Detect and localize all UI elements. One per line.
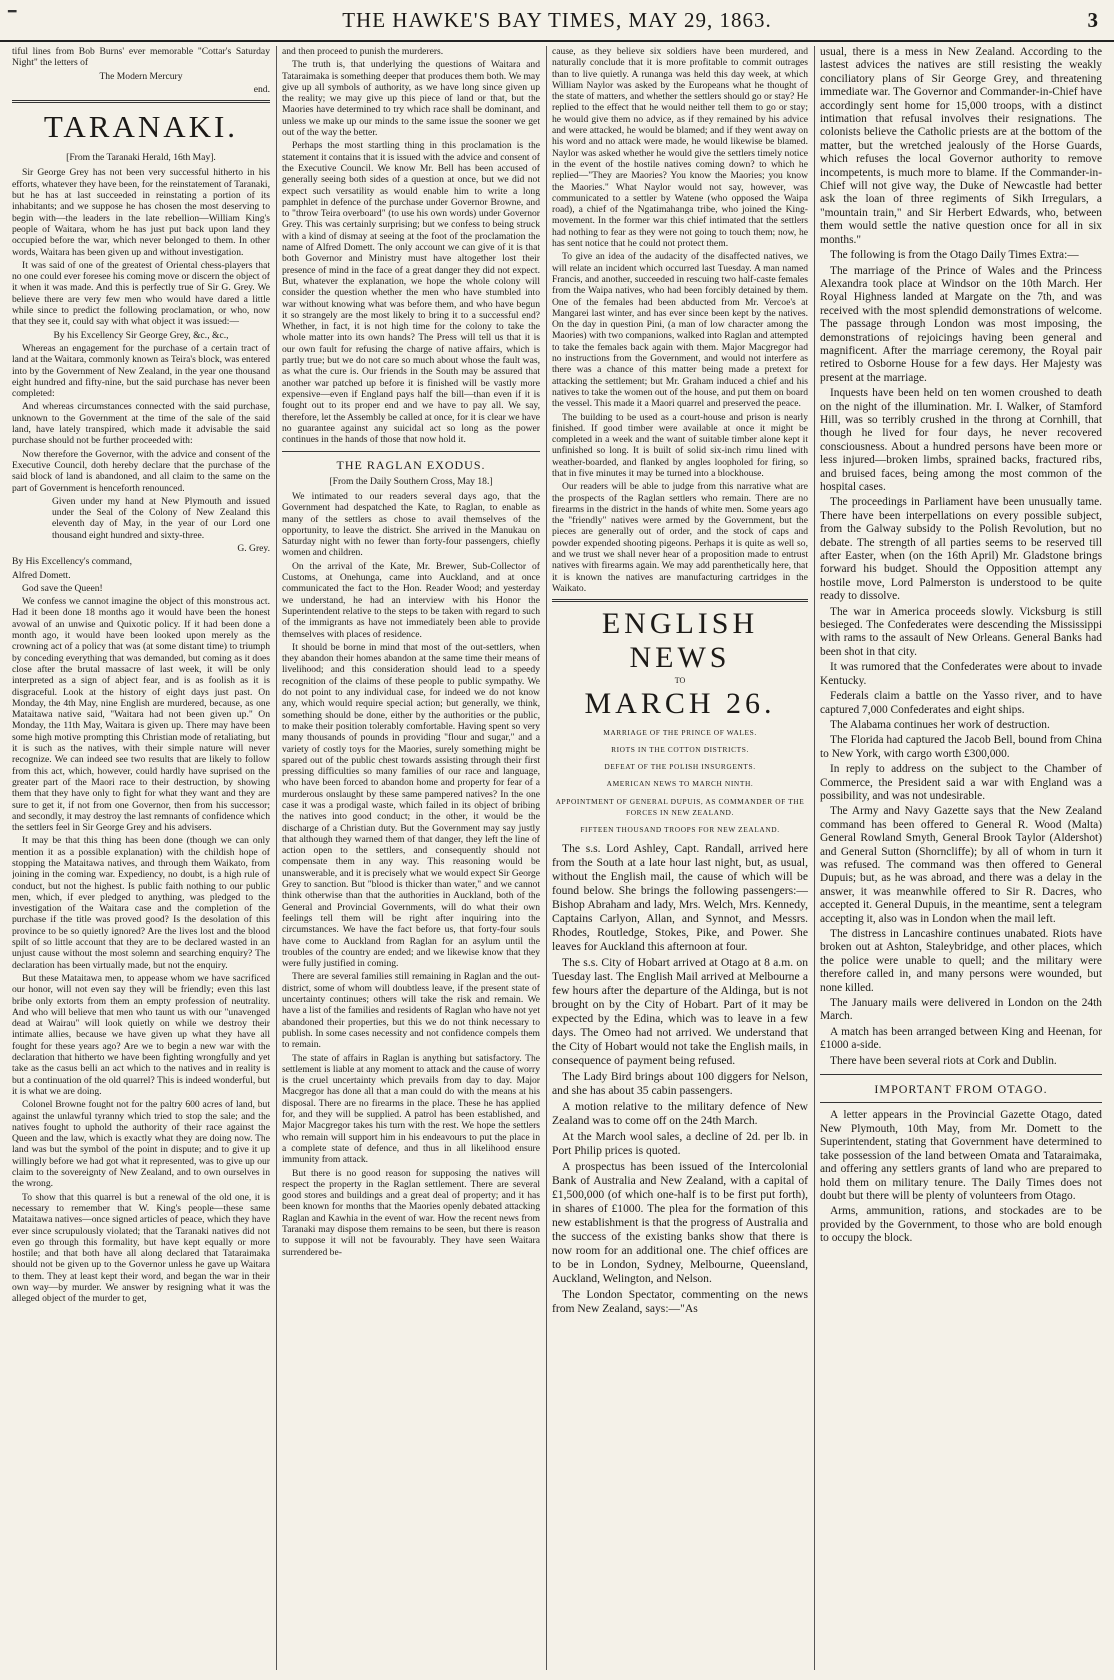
paragraph: There have been several riots at Cork and Dublin. <box>830 1054 1057 1067</box>
proclamation-heading: By his Excellency Sir George Grey, &c., &c., <box>53 329 229 341</box>
paragraph: At the March wool sales, a decline of 2d. per lb. in Port Philip prices is quoted. <box>552 1129 808 1157</box>
section-heading-taranaki: TARANAKI. <box>43 109 239 145</box>
lead-paragraph: The s.s. Lord Ashley, Capt. Randall, arrived here from the South at a late hour last night, but, as usual, without the English mail, the cause of which will be found below. She brings the following passengers:—Bishop Abraham and lady, Mrs. Welch, Mrs. Kennedy, Captains Carlyon, Allan, and Synnot, and Messrs. Rhodes, Routledge, Stokes, Pike, and Power. She leaves for Auckland this afternoon at four. <box>552 841 808 953</box>
paragraph-end: end. <box>253 83 270 95</box>
paragraph: And whereas circumstances connected with the said purchase, unknown to the Government at the time of the sale of the said land, have lately transpired, which made it advisable the said purchase should not be further proceeded with: <box>12 401 270 447</box>
paragraph: But there is no good reason for supposing the natives will respect the property in the Raglan settlement. There are several good stores and buildings and a great deal of property; and it has been known for months that the Maories openly debated attacking Raglan and Kawhia in the event of war. How the recent news from Taranaki may dispose them remains to be seen, but there is reason to suppose it will not be favourably. They have seen Waitara surrendered be- <box>282 1167 540 1258</box>
article-source: [From the Taranaki Herald, 16th May]. <box>66 152 216 164</box>
paragraph: But these Mataitawa men, to appease whom we have sacrificed our honor, will not even say they will be friendly; even this last bribe only extorts from them an empty profession of neutrality. And who will believe that men who taunt us with our "unavenged dead at Wairau" will look quietly on while we destroy their intimate allies, because we have given up what they have all fought for these years ago? Are we to begin a new war with the declaration that hitherto we have been fighting wrongfully and yet take as the casus belli an act which to the natives and in reality is but a continuation of the old quarrel? This is indeed wonderful, but it is what we are doing. <box>12 972 270 1097</box>
paragraph: It may be that this thing has been done (though we can only mention it as a possible explanation) with the childish hope of stopping the Mataitawa natives, and through them Waikato, from joining in the coming war. Expediency, no doubt, is a high rule of conduct, but not the highest. Is public faith nothing to our public men, which, if ever pledged to anything, was pledged to the investigation of the Waitara case and the completion of the purchase if the title was proved good? Is the desolation of this province to be so quietly ignored? Are the lives lost and the blood spilt of so little account that they are to be declared wasted in an unjust cause without the most solemn and searching enquiry? The declaration has been virtually made, but not the enquiry. <box>12 835 270 971</box>
subheading: AMERICAN NEWS TO MARCH NINTH. <box>606 779 754 789</box>
column-rule <box>276 46 277 1670</box>
section-divider <box>820 1074 1102 1075</box>
paragraph: Now therefore the Governor, with the advice and consent of the Executive Council, doth hereby declare that the purchase of the said block of land is abandoned, and all claim to the same on the part of Government is henceforth renounced. <box>12 448 270 494</box>
paragraph: The Lady Bird brings about 100 diggers for Nelson, and she has about 35 cabin passengers. <box>552 1069 808 1097</box>
paragraph: The Alabama continues her work of destruction. <box>830 718 1050 731</box>
paragraph: The January mails were delivered in London on the 24th March. <box>820 997 1102 1023</box>
paragraph: and then proceed to punish the murderers. <box>282 46 444 57</box>
paragraph: Perhaps the most startling thing in this proclamation is the statement it contains that it is issued with the advice and consent of the Executive Council. We know Mr. Bell has been accused of generally seeing both sides of a question at once, but we did not expect such versatility as would enable him to write a long pamphlet in defence of the purchase under Governor Browne, and to "throw Teira overboard" (to use his own words) under Governor Grey. This was certainly surprising; but we confess to being struck with a kind of dismay at seeing at the foot of the proclamation the name of Alfred Domett. The only account we can give of it is that both Governor and Ministry must have altogether lost their presence of mind in the face of a great danger they did not expect. But, whatever the explanation, we hope the whole colony will consider the question whether the men who have stumbled into war without knowing what was before them, and who have begun it so strangely are the most likely to bring it to a successful end? Whether, in fact, it is not high time for the colony to take the whole matter into its own hands? The Press will tell us that it is our own fault for refusing the charge of native affairs, which is partly true; but we do not care so much about whose the fault was, as what the cure is. Our friends in the South may be assured that another war patched up before it is finished will be vastly more expensive—even if England pays half the bill—than even if it is fought out to its proper end and we have to pay all. We say, therefore, let the Assembly be called at once, for it is clear we have no guarantee against any suicidal act so long as the power continues in the hands of those that now hold it. <box>282 140 540 446</box>
section-divider <box>552 599 808 602</box>
paragraph: To show that this quarrel is but a renewal of the old one, it is necessary to remember that W. King's people—these same Mataitawa natives—once signed articles of peace, which they have ever since scrupulously violated; that the Taranaki natives did not even go through this formality, but have kept equally or more hostile; and that both have all along declared that Tataraimaka should not be given up to the Governor unless he gave up Waitara to them. They at least kept their word, and began the war in their own way—by murder. We answer by resigning what it was the alleged object of the murder to get, <box>12 1191 270 1305</box>
paragraph: God save the Queen! <box>22 582 103 594</box>
subheading: FIFTEEN THOUSAND TROOPS FOR NEW ZEALAND. <box>580 825 780 835</box>
english-news-heading: ENGLISH NEWS <box>601 607 759 675</box>
paragraph: The following is from the Otago Daily Times Extra:— <box>830 249 1079 262</box>
paragraph: The truth is, that underlying the questions of Waitara and Tataraimaka is something deeper that produces them both. We may give up all symbols of authority, as we have long since given up the reality; we may give up this piece of land or that, but the Maories have determined to try which race shall be dominant, and unless we make up our minds to the same issue the sooner we get out of the way the better. <box>282 59 540 139</box>
paragraph: Our readers will be able to judge from this narrative what are the prospects of the Raglan settlers who remain. There are no firearms in the district in the hands of white men. Some years ago the "friendly" natives were armed by the Government, but the pieces are generally out of order, and the stock of caps and powder expended shooting pigeons. Perhaps it is quite as well so, and we trust we shall never hear of a proposition made to entrust natives with firearms again. We may add parenthetically here, that it is known the natives are manufacturing cartridges in the Waikato. <box>552 481 808 594</box>
paragraph: The Florida had captured the Jacob Bell, bound from China to New York, with cargo worth £300,000. <box>820 734 1102 760</box>
paragraph: The distress in Lancashire continues unabated. Riots have broken out at Ashton, Staleybridge, and other places, which the police were unable to quell; and the military were therefore called in, and many persons were wounded, but none killed. <box>820 928 1102 994</box>
page-corner-mark-icon: ━ <box>8 5 17 20</box>
paragraph: usual, there is a mess in New Zealand. According to the lastest advices the natives are still resisting the weakly conciliatory plans of Sir George Grey, and threatening immediate war. The Governor and Commander-in-Chief have accordingly sent home for 15,000 troops, with a distinct intimation that refusal involves their resignations. The colonists believe the Catholic priests are at the bottom of the matter, but the wretched jealously of the Horse Guards, which refuses the local Governor authority to remove incompetents, is much more to blame. If the Commander-in-Chief will not give way, the Duke of Newcastle had better ask the loan of three regiments of Sikh Irregulars, a "mountain train," and Sir Herbert Edwards, who, between them would settle the native question once for all in six months." <box>820 46 1102 246</box>
section-divider <box>282 451 540 452</box>
paragraph: By His Excellency's command, <box>12 556 133 568</box>
english-news-date: MARCH 26. <box>584 686 776 720</box>
column-1 <box>12 46 270 1670</box>
paragraph: To give an idea of the audacity of the disaffected natives, we will relate an incident which occurred last Tuesday. A man named Francis, and another, succeeded in rescuing two half-caste females from the Waipa natives, who had been forcibly detained by them. One of the females had been abducted from Mr. Vercoe's at Mangarei last winter, and has ever since been kept by the natives. On the day in question Pini, (a man of low character among the Maories) with two companions, walked into Raglan and attempted to take the females back again with them. Major Macgregor had no instructions from the Government, and would not interfere as there was a chance of this matter being made a pretext for attacking the settlement; but Mr. Graham induced a chief and his natives to take the women out of the house, and put them on board the vessel. This made it a Maori quarrel and preserved the peace. <box>552 251 808 410</box>
paragraph: A letter appears in the Provincial Gazette Otago, dated New Plymouth, 10th May, from Mr. Domett to the Superintendent, stating that Government have determined to take possession of the land between Omata and Tataraimaka, and offering any settlers grants of land who are prepared to hold them on military tenure. The Daily Times does not doubt but there will be plenty of volunteers from Otago. <box>820 1109 1102 1202</box>
paragraph: Arms, ammunition, rations, and stockades are to be provided by the Government, to those who are bold enough to occupy the block. <box>820 1205 1102 1245</box>
paragraph: The state of affairs in Raglan is anything but satisfactory. The settlement is liable at any moment to attack and the cause of worry is the cruel uncertainty which prevails from day to day. Major Macgregor has done all that a man could do with the means at his disposal. There are no firearms in the place. These he has applied for, and they will be supplied. A patrol has been established, and Major Macgregor takes his turn with the rest. We hope the settlers who remain will support him in his endeavours to put the place in a complete state of defence, and thus in all likelihood ensure immunity from attack. <box>282 1052 540 1166</box>
english-news-to: TO <box>674 676 686 686</box>
paragraph: The s.s. City of Hobart arrived at Otago at 8 a.m. on Tuesday last. The English Mail arrived at Melbourne a few hours after the departure of the Aldinga, but is not brought on by the City of Hobart. Part of it may be expected by the Edina, which was to leave in a few days. The Omeo had not arrived. We understand that the City of Hobart would not take the English mails, in consequence of payment being refused. <box>552 955 808 1067</box>
column-rule <box>814 46 815 1670</box>
subheading: MARRIAGE OF THE PRINCE OF WALES. <box>603 727 757 737</box>
column-3 <box>552 46 808 1670</box>
section-divider <box>12 100 270 103</box>
column-4 <box>820 46 1102 1670</box>
paragraph: It was said of one of the greatest of Oriental chess-players that no one could ever foresee his coming move or discern the object of it when it was made. And this is perfectly true of Sir G. Grey. We believe there are very few men who would have dared a little while since to predict the following proclamation, or who, now that they see it, could say with what object it was issued:— <box>12 259 270 328</box>
paragraph: The London Spectator, commenting on the news from New Zealand, says:—"As <box>552 1287 808 1315</box>
paragraph: It was rumored that the Confederates were about to invade Kentucky. <box>820 661 1102 687</box>
paragraph: We intimated to our readers several days ago, that the Government had despatched the Kate, to Raglan, to enable as many of the settlers as chose to avail themselves of the opportunity, to leave the district. She arrived in the Manukau on Saturday night with no fewer than forty-four passengers, chiefly women and children. <box>282 490 540 559</box>
paragraph: Federals claim a battle on the Yasso river, and to have captured 7,000 Confederates and eight ships. <box>820 690 1102 716</box>
paragraph: Whereas an engagement for the purchase of a certain tract of land at the Waitara, commonly known as Teira's block, was entered into by the Government of New Zealand, in the year one thousand eight hundred and fifty-nine, but the said purchase has never been completed: <box>12 342 270 400</box>
paragraph: cause, as they believe six soldiers have been murdered, and naturally conclude that it is more profitable to commit outrages than to live quietly. A runanga was held this day week, at which William Naylor was asked by the Europeans what he thought of the state of matters, and whether the settlers should go or stay? He replied to the effect that he would neither tell them to go or stay; he would give them no advice, as if they remained by his advice and were attacked, he would be blamed; and if they went away on his word and no attack were made, he would likewise be blamed. Naylor was asked whether he would give the settlers timely notice in the event of the hostile natives coming down? to which he replied—"They are Maories? You know the Maories; you know the Maories." What Naylor would not say, however, was communicated to a settler by Watene (who opposed the Waipa road), a chief of the Ngatimahanga tribe, who joined the King-movement. In the former war this chief intimated that the settlers had nothing to fear as they were not going to touch them; now, he has sent notice that he could not protect them. <box>552 46 808 250</box>
paragraph: A match has been arranged between King and Heenan, for £1000 a-side. <box>820 1025 1102 1052</box>
subheading: DEFEAT OF THE POLISH INSURGENTS. <box>604 762 756 772</box>
masthead <box>0 0 1114 42</box>
paragraph: On the arrival of the Kate, Mr. Brewer, Sub-Collector of Customs, at Onehunga, came into Auckland, and at once communicated the fact to the Hon. Reader Wood; and yesterday we understand, he had an interview with his Honor the Superintendent relative to the steps to be taken with regard to such of the immigrants as have not immediately been able to provide themselves with places of residence. <box>282 560 540 640</box>
paragraph: The Army and Navy Gazette says that the New Zealand command has been offered to General R. Wood (Malta) General Rowland Smyth, General Brook Taylor (Aldershot) and General Sutton (Shorncliffe); by all of whom in turn it was refused. The command was then offered to General Dupuis; but, as he was abroad, and there was a delay in the answer, it was meanwhile offered to Sir R. Dacres, who accepted it. General Dupuis, in the meantime, sent a telegram accepting it, also was in London when the mail left. <box>820 805 1102 925</box>
paragraph: A prospectus has been issued of the Intercolonial Bank of Australia and New Zealand, with a capital of £1,500,000 (of which one-half is to be first put forth), in shares of £1000. The plea for the formation of this new establishment is that the progress of Australia and the success of the existing banks show that there is now room for an additional one. The chief offices are to be in London, Sydney, Melbourne, Queensland, Auckland, Welington, and Nelson. <box>552 1159 808 1285</box>
subheading: RIOTS IN THE COTTON DISTRICTS. <box>611 744 749 754</box>
signature: Alfred Domett. <box>12 569 71 581</box>
paragraph: There are several families still remaining in Raglan and the out-district, some of whom will doubtless leave, if the present state of uncertainty continues; others will take the risk and remain. We have a list of the families and residents of Raglan who have not yet abandoned their properties, but this we do not think necessary to publish. In some cases necessity and not confidence compels them to remain. <box>282 971 540 1051</box>
paragraph: The proceedings in Parliament have been unusually tame. There have been interpellations on every possible subject, from the Galway subsidy to the Polish Revolution, but no debate. The strength of all parties seems to be reserved till after Easter, when (on the 16th April) Mr. Gladstone brings forward his budget. Should the Opposition attempt any hostile move, Lord Palmerston is understood to be quite ready to dissolve. <box>820 496 1102 603</box>
subheading: APPOINTMENT OF GENERAL DUPUIS, AS COMMANDER OF THE FORCES IN NEW ZEALAND. <box>555 796 805 818</box>
column-2 <box>282 46 540 1670</box>
paragraph: The building to be used as a court-house and prison is nearly finished. If good timber were available at once it might be completed in a week and the want of suitable timber alone kept it unfinished so long. It is built of solid six-inch rimu lined with weather-boarded, and flanked by angles loopholed for firing, so that in five minutes it may be turned into a blockhouse. <box>552 411 808 479</box>
column-rule <box>546 46 547 1670</box>
paragraph: The marriage of the Prince of Wales and the Princess Alexandra took place at Windsor on the 10th March. Her Royal Highness landed at Margate on the 7th, and was received with the most splendid demonstrations of welcome. The passage through London was most imposing, the demonstrations of rejoicings having been general and magnificent. After the marriage ceremony, the Royal pair retired to Osborne House for a few days. Her Majesty was present at the marriage. <box>820 264 1102 384</box>
signature: G. Grey. <box>237 542 270 554</box>
paragraph: We confess we cannot imagine the object of this monstrous act. Had it been done 18 months ago it would have been the honest avowal of an unwise and Quixotic policy. If it had been done a month ago, it would have been looked upon merely as the crowning act of a policy that was (at some distant time) to triumph by conceding everything that was demanded, but coming as it does close after the brutal massacre of last week, it will be only interpreted as a sign of abject fear, and is as foolish as it is disgraceful. Look at the history of eight days just past. On Monday, the 4th May, nine English are murdered, because, as one Mataitawa native said, "Waitara had not been given up." On Monday, the 11th May, Waitara is given up. There may have been some high motive prompting this Christian mode of retaliating, but it is such as the natives, with their simple nature will never recognize. We can indeed see two results that are likely to follow from this act, which, however, could hardly have suprised on the greater part of the Maori race to their destruction, by showing them that they have only to fight for what they want and they are sure to get it, if not from one Governor, then from his successor; and secondly, it may destroy the last remnants of confidence which the settlers feel in Sir George Grey and his advisers. <box>12 596 270 834</box>
section-heading-raglan-exodus: THE RAGLAN EXODUS. <box>336 458 486 473</box>
newspaper-title: THE HAWKE'S BAY TIMES, MAY 29, 1863. <box>342 8 772 32</box>
signature: The Modern Mercury <box>99 70 183 82</box>
paragraph: Colonel Browne fought not for the paltry 600 acres of land, but against the unlawful tyranny which tried to stop the sale; and the natives fought to uphold the authority of their race against the Queen and the law, which is exactly what they are doing now. The land was but the symbol of the point in dispute; and to give it up willingly before we had got what it represented, was to give up our claim to the sovereignty of New Zealand, and to own ourselves in the wrong. <box>12 1099 270 1190</box>
paragraph: A motion relative to the military defence of New Zealand was to come off on the 24th March. <box>552 1099 808 1127</box>
page-number: 3 <box>1087 8 1098 32</box>
paragraph: tiful lines from Bob Burns' ever memorable "Cottar's Saturday Night" the letters of <box>12 46 270 69</box>
section-heading-otago: IMPORTANT FROM OTAGO. <box>874 1082 1048 1097</box>
paragraph: The war in America proceeds slowly. Vicksburg is still besieged. The Confederates were descending the Mississippi with rams to the assault of New Orleans. General Banks had been shot in that city. <box>820 605 1102 658</box>
paragraph: Sir George Grey has not been very successful hitherto in his efforts, whatever they have been, for the reinstatement of Taranaki, but he has at last succeeded in reinstating a portion of its inhabitants; and we suppose he has chosen the most deserving to begin with—the leaders in the late rebellion—William King's people of Waitara, whom he has just put back upon land they occupied before the war, which never belonged to them. In other words, Waitara has been given up and without investigation. <box>12 167 270 258</box>
article-source: [From the Daily Southern Cross, May 18.] <box>329 475 493 487</box>
paragraph: It should be borne in mind that most of the out-settlers, when they abandon their homes abandon at the same time their means of livelihood; and this consideration should lead to a speedy recognition of the claims of these people to public sympathy. We do not point to any individual case, for indeed we do not know any, which would require special action; but generally, we think, something should be done, either by the authorities or the public, to make their position tolerably comfortable. Having spent so very many thousands of pounds in providing "flour and sugar," and a variety of costly toys for the Maories, surely something might be spared out of the public chest towards assisting through their first pressing difficulties so many families of our race and language, who have been forced to abandon home and property for fear of a murderous onslaught by these same pampered natives? In the one case it was a prodigal waste, which failed in its object of bribing the natives into good conduct; in the other, it would be the discharge of a Christian duty. But the Government may say justly that although they warned them of that danger, they left the line of action open to the settlers, and consequently should not compensate them in any way. This reasoning would be unanswerable, and it is precisely what we would expect Sir George Grey to sanction. But "blood is thicker than water," and we cannot think otherwise than that the authorities in Auckland, both of the General and Provincial Governments, will do what their own feelings tell them will be right after inquiring into the circumstances. We have the fact before us, that forty-four souls have come to Auckland from Raglan for an asylum until the troubles of the country are ended; and we likewise know that they were fully justified in coming. <box>282 641 540 970</box>
paragraph: Inquests have been held on ten women croushed to death on the night of the illumination. Mr. I. Walker, of Stamford Hill, was so terribly crushed in the throng at Cornhill, that though he lived for four days, he never recovered consciousness. About a hundred persons have been more or less injured—broken limbs, sprained backs, fractured ribs, and bruised faces, being among the most common of the hospital cases. <box>820 387 1102 493</box>
section-divider <box>820 1102 1102 1103</box>
paragraph: In reply to address on the subject to the Chamber of Commerce, the President said a war with England was a possibility, and was not undesirable. <box>820 763 1102 802</box>
paragraph: Given under my hand at New Plymouth and issued under the Seal of the Colony of New Zealand this eleventh day of May, in the year of our Lord one thousand eight hundred and sixty-three. <box>52 495 270 541</box>
